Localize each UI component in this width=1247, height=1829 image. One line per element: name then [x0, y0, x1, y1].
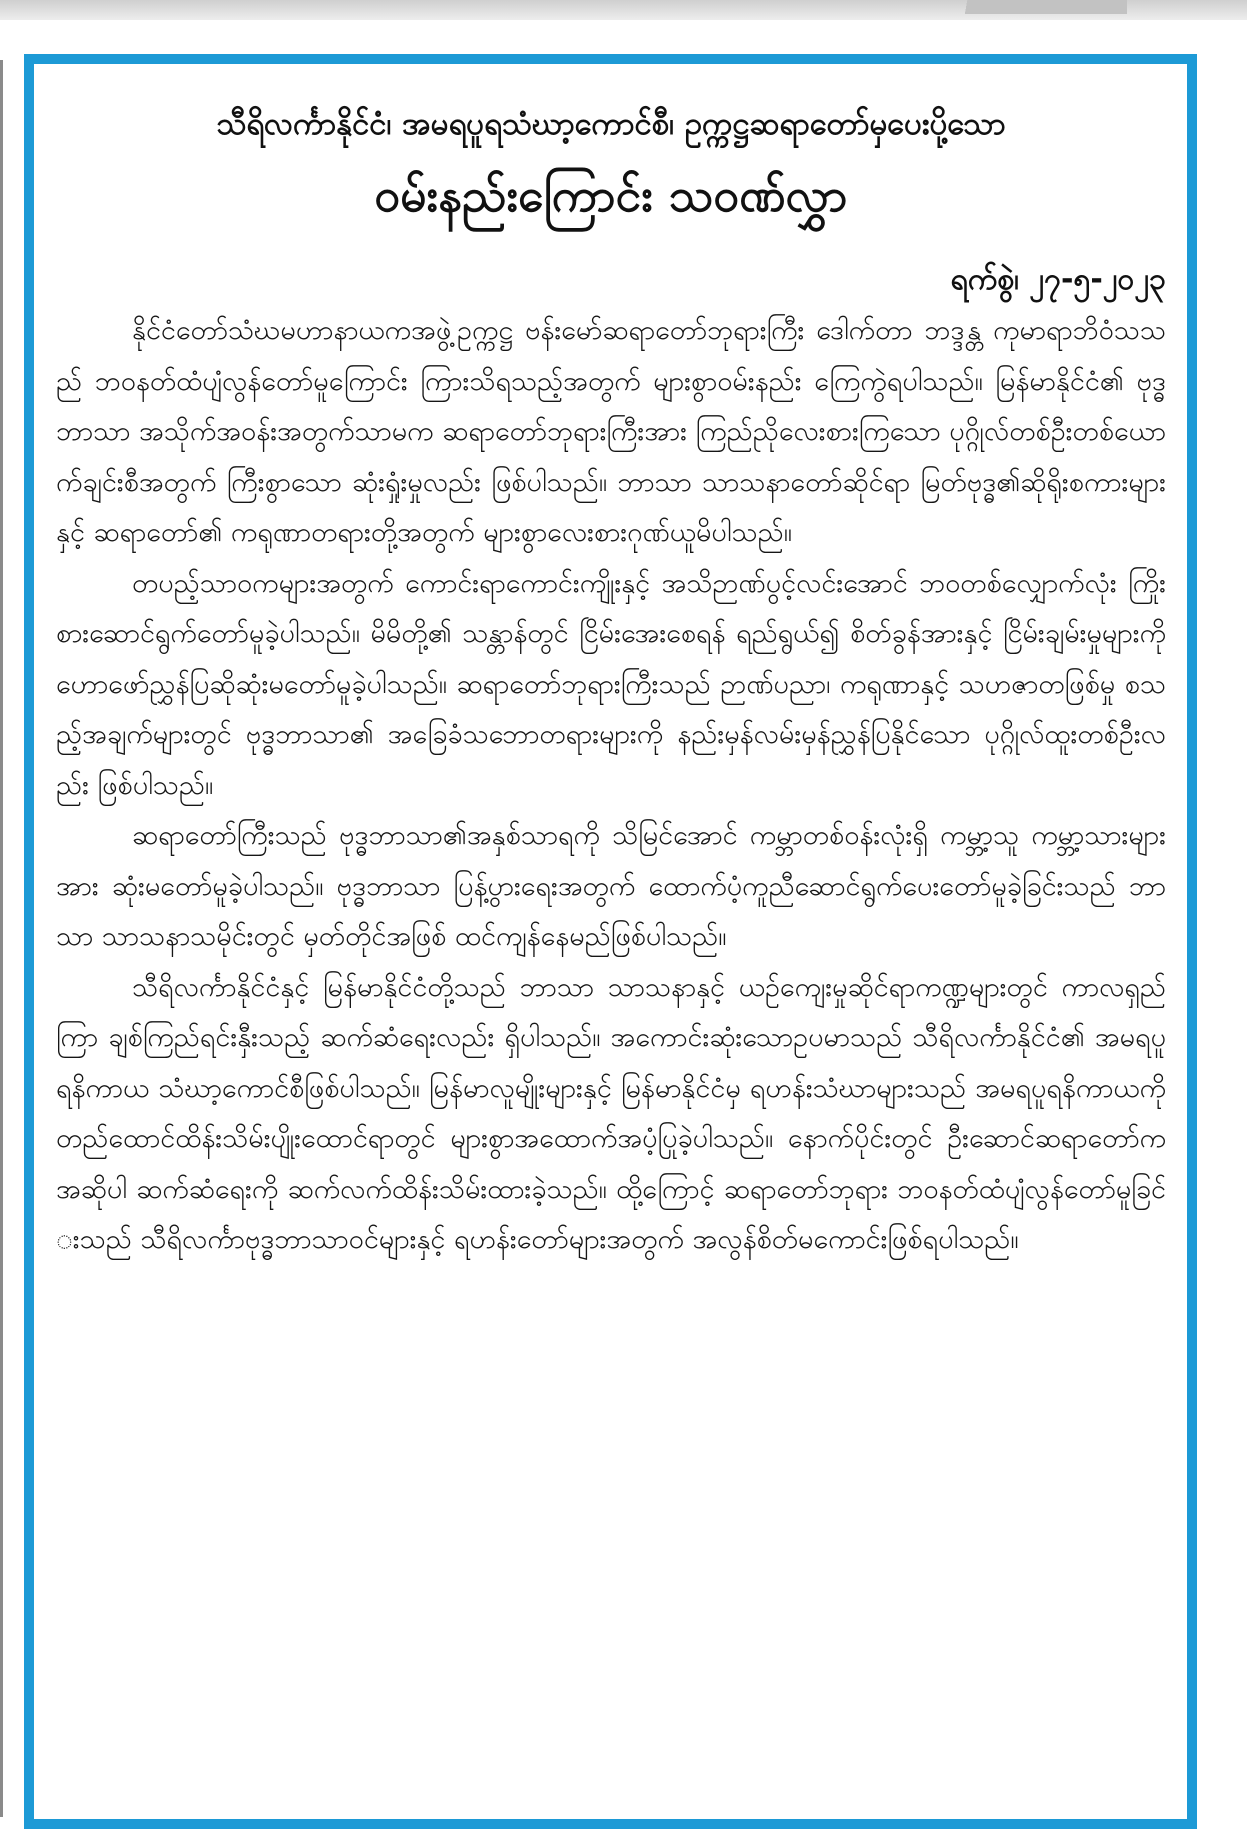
paragraph: တပည့်သာဝကများအတွက် ကောင်းရာကောင်းကျိုးနှင့် အသိဉာဏ်ပွင့်လင်းအောင် ဘဝတစ်လျှောက်လုံး ကြိုးစားဆောင်ရွက်တော်မူခဲ့ပါသည်။ မိမိတို့၏ သန္တာန်တွင် ငြိမ်းအေးစေရန် ရည်ရွယ်၍ စိတ်ခွန်အားနှင့် ငြိမ်းချမ်းမှုများကို ဟောဖော်ညွှန်ပြဆိုဆုံးမတော်မူခဲ့ပါသည်။ ဆရာတော်ဘုရားကြီးသည် ဉာဏ်ပညာ၊ ကရုဏာနှင့် သဟဇာတဖြစ်မှု စသည့်အချက်များတွင် ဗုဒ္ဓဘာသာ၏ အခြေခံသဘောတရားများကို နည်းမှန်လမ်းမှန်ညွှန်ပြနိုင်သော ပုဂ္ဂိုလ်ထူးတစ်ဦးလည်း ဖြစ်ပါသည်။ — [56, 567, 1166, 801]
top-strip-accent — [947, 0, 1127, 14]
headline: သီရိလင်္ကာနိုင်ငံ၊ အမရပူရသံဃာ့ကောင်စီ၊ ဥက္ကဋ္ဌဆရာတော်မှပေးပို့သော — [216, 106, 1006, 142]
paragraph: နိုင်ငံတော်သံဃမဟာနာယကအဖွဲ့ဥက္ကဋ္ဌ ဗန်းမော်ဆရာတော်ဘုရားကြီး ဒေါက်တာ ဘဒ္ဒန္တ ကုမာရာဘိဝံသသည် ဘဝနတ်ထံပျံလွန်တော်မူကြောင်း ကြားသိရသည့်အတွက် များစွာဝမ်းနည်း ကြေကွဲရပါသည်။ မြန်မာနိုင်ငံ၏ ဗုဒ္ဓဘာသာ အသိုက်အဝန်းအတွက်သာမက ဆရာတော်ဘုရားကြီးအား ကြည်ညိုလေးစားကြသော ပုဂ္ဂိုလ်တစ်ဦးတစ်ယောက်ချင်းစီအတွက် ကြီးစွာသော ဆုံးရှုံးမှုလည်း ဖြစ်ပါသည်။ ဘာသာ သာသနာတော်ဆိုင်ရာ မြတ်ဗုဒ္ဓ၏ဆိုရိုးစကားများနှင့် ဆရာတော်၏ ကရုဏာတရားတို့အတွက် များစွာလေးစားဂုဏ်ယူမိပါသည်။ — [56, 315, 1166, 548]
announcement-frame — [24, 54, 1197, 1829]
announcement-content — [56, 82, 1166, 1266]
paragraph: ဆရာတော်ကြီးသည် ဗုဒ္ဓဘာသာ၏အနှစ်သာရကို သိမြင်အောင် ကမ္ဘာတစ်ဝန်းလုံးရှိ ကမ္ဘာ့သူ ကမ္ဘာ့သားများအား ဆုံးမတော်မူခဲ့ပါသည်။ ဗုဒ္ဓဘာသာ ပြန့်ပွားရေးအတွက် ထောက်ပံ့ကူညီဆောင်ရွက်ပေးတော်မူခဲ့ခြင်းသည် ဘာသာ သာသနာသမိုင်းတွင် မှတ်တိုင်အဖြစ် ထင်ကျန်နေမည်ဖြစ်ပါသည်။ — [56, 820, 1166, 952]
article-body — [56, 306, 1166, 1266]
date-line: ရက်စွဲ၊ ၂၇-၅-၂၀၂၃ — [950, 262, 1166, 297]
paragraph: သီရိလင်္ကာနိုင်ငံနှင့် မြန်မာနိုင်ငံတို့သည် ဘာသာ သာသနာနှင့် ယဉ်ကျေးမှုဆိုင်ရာကဏ္ဍများတွင် ကာလရှည်ကြာ ချစ်ကြည်ရင်းနှီးသည့် ဆက်ဆံရေးလည်း ရှိပါသည်။ အကောင်းဆုံးသောဥပမာသည် သီရိလင်္ကာနိုင်ငံ၏ အမရပူရနိကာယ သံဃာ့ကောင်စီဖြစ်ပါသည်။ မြန်မာလူမျိုးများနှင့် မြန်မာနိုင်ငံမှ ရဟန်းသံဃာများသည် အမရပူရနိကာယကို တည်ထောင်ထိန်းသိမ်းပျိုးထောင်ရာတွင် များစွာအထောက်အပံ့ပြုခဲ့ပါသည်။ နောက်ပိုင်းတွင် ဦးဆောင်ဆရာတော်က အဆိုပါ ဆက်ဆံရေးကို ဆက်လက်ထိန်းသိမ်းထားခဲ့သည်။ ထို့ကြောင့် ဆရာတော်ဘုရား ဘဝနတ်ထံပျံလွန်တော်မူခြင်းသည် သီရိလင်္ကာဗုဒ္ဓဘာသာဝင်များနှင့် ရဟန်းတော်များအတွက် အလွန်စိတ်မကောင်းဖြစ်ရပါသည်။ — [56, 971, 1166, 1255]
page-edge-line — [0, 60, 3, 1817]
page-title: ဝမ်းနည်းကြောင်း သဝဏ်လွှာ — [374, 168, 848, 222]
